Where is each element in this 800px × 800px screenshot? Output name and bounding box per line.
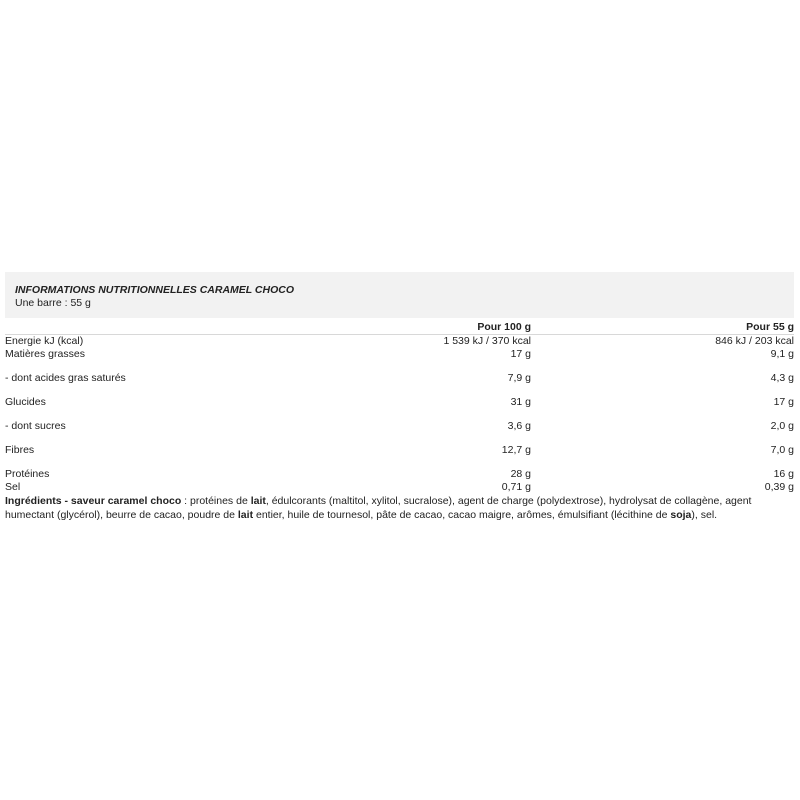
ingredients-label: Ingrédients - saveur caramel choco — [5, 495, 182, 507]
nutrient-label: - dont acides gras saturés — [5, 372, 126, 384]
value-per-100g: 31 g — [510, 396, 531, 408]
allergen: soja — [670, 509, 692, 521]
column-header-nutrient — [5, 318, 345, 335]
column-header-per-100g: Pour 100 g — [477, 321, 531, 333]
nutrient-label: Energie kJ (kcal) — [5, 335, 345, 349]
value-per-100g: 28 g — [510, 468, 531, 480]
table-row — [5, 420, 794, 444]
table-row — [5, 348, 794, 372]
nutrient-label: Protéines — [5, 468, 50, 480]
ingredients-text — [5, 494, 794, 522]
nutrient-label: Glucides — [5, 396, 46, 408]
value-per-serving: 2,0 g — [770, 420, 794, 432]
table-row — [5, 335, 794, 349]
value-per-serving: 9,1 g — [770, 348, 794, 360]
value-per-100g: 7,9 g — [507, 372, 531, 384]
value-per-serving: 16 g — [773, 468, 794, 480]
column-header-per-serving: Pour 55 g — [746, 321, 794, 333]
serving-size: Une barre : 55 g — [15, 297, 91, 309]
nutrient-label: Sel — [5, 481, 21, 493]
value-per-100g: 3,6 g — [507, 420, 531, 432]
value-per-serving: 846 kJ / 203 kcal — [531, 335, 794, 349]
value-per-100g: 12,7 g — [501, 444, 531, 456]
nutrient-label: Matières grasses — [5, 348, 85, 360]
allergen: lait — [237, 509, 254, 521]
table-header-row — [5, 318, 794, 335]
nutrition-panel — [5, 272, 794, 522]
nutrient-label: Fibres — [5, 444, 35, 456]
table-row — [5, 372, 794, 396]
value-per-serving: 0,39 g — [764, 481, 794, 493]
nutrient-label: - dont sucres — [5, 420, 66, 432]
nutrition-header — [5, 272, 794, 318]
ingredients-part: ), sel. — [691, 509, 718, 521]
value-per-serving: 17 g — [773, 396, 794, 408]
value-per-100g: 1 539 kJ / 370 kcal — [345, 335, 531, 349]
ingredients-part: , édulcorants (maltitol, xylitol, sucralose), agent de charge (polydextrose), hydrolysat de collagène, agent humectant (glycérol), beurre de cacao, poudre de — [5, 495, 752, 521]
table-row — [5, 444, 794, 468]
value-per-serving: 7,0 g — [770, 444, 794, 456]
table-row — [5, 396, 794, 420]
value-per-100g: 0,71 g — [501, 481, 531, 493]
value-per-100g: 17 g — [510, 348, 531, 360]
table-row — [5, 468, 794, 481]
nutrition-title: INFORMATIONS NUTRITIONNELLES CARAMEL CHOCO — [15, 284, 295, 296]
table-row — [5, 481, 794, 494]
ingredients-part: : protéines de — [181, 495, 251, 507]
value-per-serving: 4,3 g — [770, 372, 794, 384]
allergen: lait — [250, 495, 266, 507]
nutrition-table — [5, 318, 794, 494]
ingredients-part: entier, huile de tournesol, pâte de cacao, cacao maigre, arômes, émulsifiant (lécithine de — [253, 509, 671, 521]
